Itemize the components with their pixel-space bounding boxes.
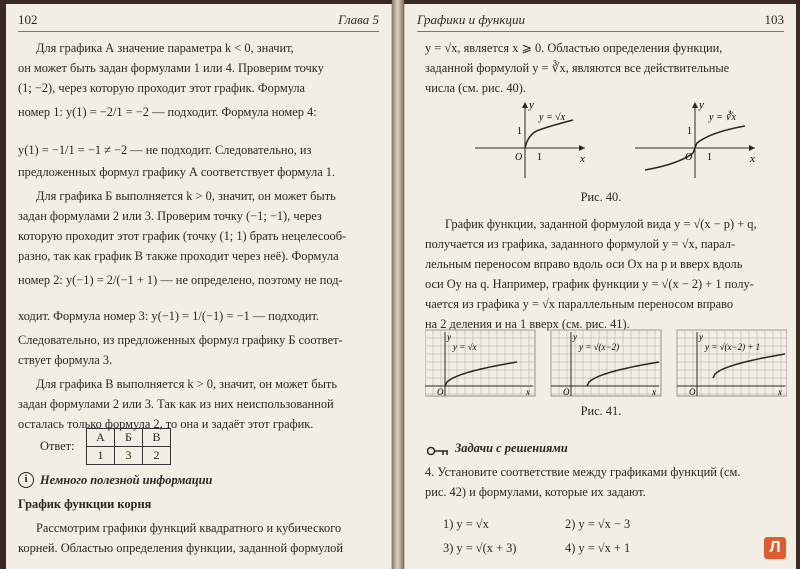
x-axis-label: x: [526, 387, 530, 397]
text-line: Для графика Б выполняется k > 0, значит, он может быть: [36, 189, 336, 203]
formula-option: 2) y = √x − 3: [565, 517, 631, 531]
origin-label: O: [515, 152, 523, 163]
fig41-panel: [677, 330, 787, 397]
curve-label: y = √x: [539, 112, 566, 123]
text-line: получается из графика, заданного формулой y = √x, парал-: [425, 237, 736, 251]
curve-label: y = √x: [453, 342, 477, 352]
tick-label: 1: [687, 126, 692, 137]
formula-option: 3) y = √(x + 3): [443, 541, 517, 555]
figure-40: [465, 98, 765, 182]
answer-header-cell: Б: [115, 429, 143, 447]
text-line: номер 1: y(1) = −2/1 = −2 — подходит. Формула номер 4:: [18, 105, 317, 119]
answer-value-cell: 1: [87, 447, 115, 465]
fig40-graph-cbrt: [635, 99, 755, 178]
text-line: Для графика В выполняется k > 0, значит, он может быть: [36, 377, 337, 391]
book-gutter: [392, 0, 404, 569]
text-line: номер 2: y(−1) = 2/(−1 + 1) — не определено, поэтому не под-: [18, 273, 343, 287]
text-line: задан формулами 2 или 3. Так как из них неиспользованной: [18, 397, 334, 411]
origin-label: O: [689, 387, 696, 397]
text-line: он может быть задан формулами 1 или 4. Проверим точку: [18, 61, 324, 75]
text-line: (1; −2), через которую проходит этот график. Формула: [18, 81, 306, 95]
fig41-panel: [425, 330, 535, 397]
x-axis-label: x: [750, 153, 755, 165]
info-icon: i: [18, 472, 34, 488]
text-line: Для графика А значение параметра k < 0, значит,: [36, 41, 294, 55]
y-axis-arrow: [522, 102, 528, 108]
text-line: задан формулами 2 или 3. Проверим точку (−1; −1), через: [18, 209, 322, 223]
left-page-number: 102: [18, 12, 38, 27]
tick-label: 1: [537, 152, 542, 163]
y-axis-label: y: [447, 332, 451, 342]
publisher-badge: Л: [764, 537, 786, 559]
answer-header-cell: А: [87, 429, 115, 447]
text-line: 4. Установите соответствие между графиками функций (см.: [425, 465, 741, 479]
text-line: предложенных формул графику А соответствует формула 1.: [18, 165, 336, 179]
text-line: ствует формула 3.: [18, 353, 113, 367]
right-page-number: 103: [764, 12, 784, 27]
right-page: [404, 4, 796, 569]
y-axis-label: y: [573, 332, 577, 342]
right-page-header: [417, 10, 784, 32]
answer-header-cell: В: [143, 429, 171, 447]
info-heading: Немного полезной информации: [40, 473, 213, 487]
left-chapter-title: Глава 5: [338, 12, 379, 27]
origin-label: O: [563, 387, 570, 397]
text-line: Рассмотрим графики функций квадратного и кубического: [36, 521, 342, 535]
x-axis-arrow: [749, 145, 755, 151]
text-line: Следовательно, из предложенных формул графику Б соответ-: [18, 333, 343, 347]
figure-40-caption: Рис. 40.: [580, 190, 622, 204]
tick-label: 1: [517, 126, 522, 137]
text-line: которую проходит этот график (точку (1; 1) брать нецелесооб-: [18, 229, 347, 243]
curve-label: y = √(x−2) + 1: [705, 342, 761, 352]
left-page-header: [18, 10, 379, 32]
text-line: y = √x, является x ⩾ 0. Областью определения функции,: [425, 41, 723, 55]
x-axis-label: x: [652, 387, 656, 397]
text-line: чается из графика y = √x параллельным переносом вправо: [425, 297, 734, 311]
text-line: рис. 42) и формулами, которые их задают.: [425, 485, 646, 499]
figure-41: [425, 328, 787, 398]
right-chapter-title: Графики и функции: [417, 12, 525, 27]
key-icon: [427, 444, 449, 454]
formula-option: 1) y = √x: [443, 517, 489, 531]
curve-label: y = √(x−2): [579, 342, 620, 352]
tick-label: 1: [707, 152, 712, 163]
text-line: корней. Областью определения функции, заданной формулой: [18, 541, 343, 555]
origin-label: O: [437, 387, 444, 397]
figure-41-caption: Рис. 41.: [580, 404, 622, 418]
text-line: y(1) = −1/1 = −1 ≠ −2 — не подходит. Следовательно, из: [18, 143, 312, 157]
sqrt-curve: [525, 120, 573, 148]
answer-table: [86, 428, 171, 465]
text-line: на 2 деления и на 1 вверх (см. рис. 41).: [425, 317, 630, 331]
y-axis-label: y: [529, 99, 534, 111]
answer-label: Ответ:: [40, 439, 75, 453]
text-line: числа (см. рис. 40).: [425, 81, 526, 95]
fig40-graph-sqrt: [475, 99, 585, 178]
y-axis-label: y: [699, 99, 704, 111]
x-axis-label: x: [580, 153, 585, 165]
y-axis-arrow: [692, 102, 698, 108]
origin-label: O: [685, 152, 693, 163]
tasks-heading: Задачи с решениями: [455, 441, 568, 455]
answer-value-cell: 2: [143, 447, 171, 465]
fig41-panel: [551, 330, 661, 397]
x-axis-label: x: [778, 387, 782, 397]
formula-option: 4) y = √x + 1: [565, 541, 631, 555]
section-heading: График функции корня: [18, 497, 152, 511]
text-line: ходит. Формула номер 3: y(−1) = 1/(−1) = −1 — подходит.: [18, 309, 320, 323]
left-page: [6, 4, 392, 569]
text-line: разно, так как график В также проходит через неё). Формула: [18, 249, 339, 263]
text-line: осталась только формула 2, то она и задаёт этот график.: [18, 417, 314, 431]
x-axis-arrow: [579, 145, 585, 151]
text-line: оси Oy на q. Например, график функции y = √(x − 2) + 1 полу-: [425, 277, 754, 291]
answer-value-cell: 3: [115, 447, 143, 465]
text-line: заданной формулой y = ∛x, являются все действительные: [425, 61, 730, 75]
text-line: лельным переносом вправо вдоль оси Ox на p и вверх вдоль: [425, 257, 743, 271]
curve-label: y = ∛x: [709, 112, 736, 123]
text-line: График функции, заданной формулой вида y = √(x − p) + q,: [445, 217, 757, 231]
y-axis-label: y: [699, 332, 703, 342]
